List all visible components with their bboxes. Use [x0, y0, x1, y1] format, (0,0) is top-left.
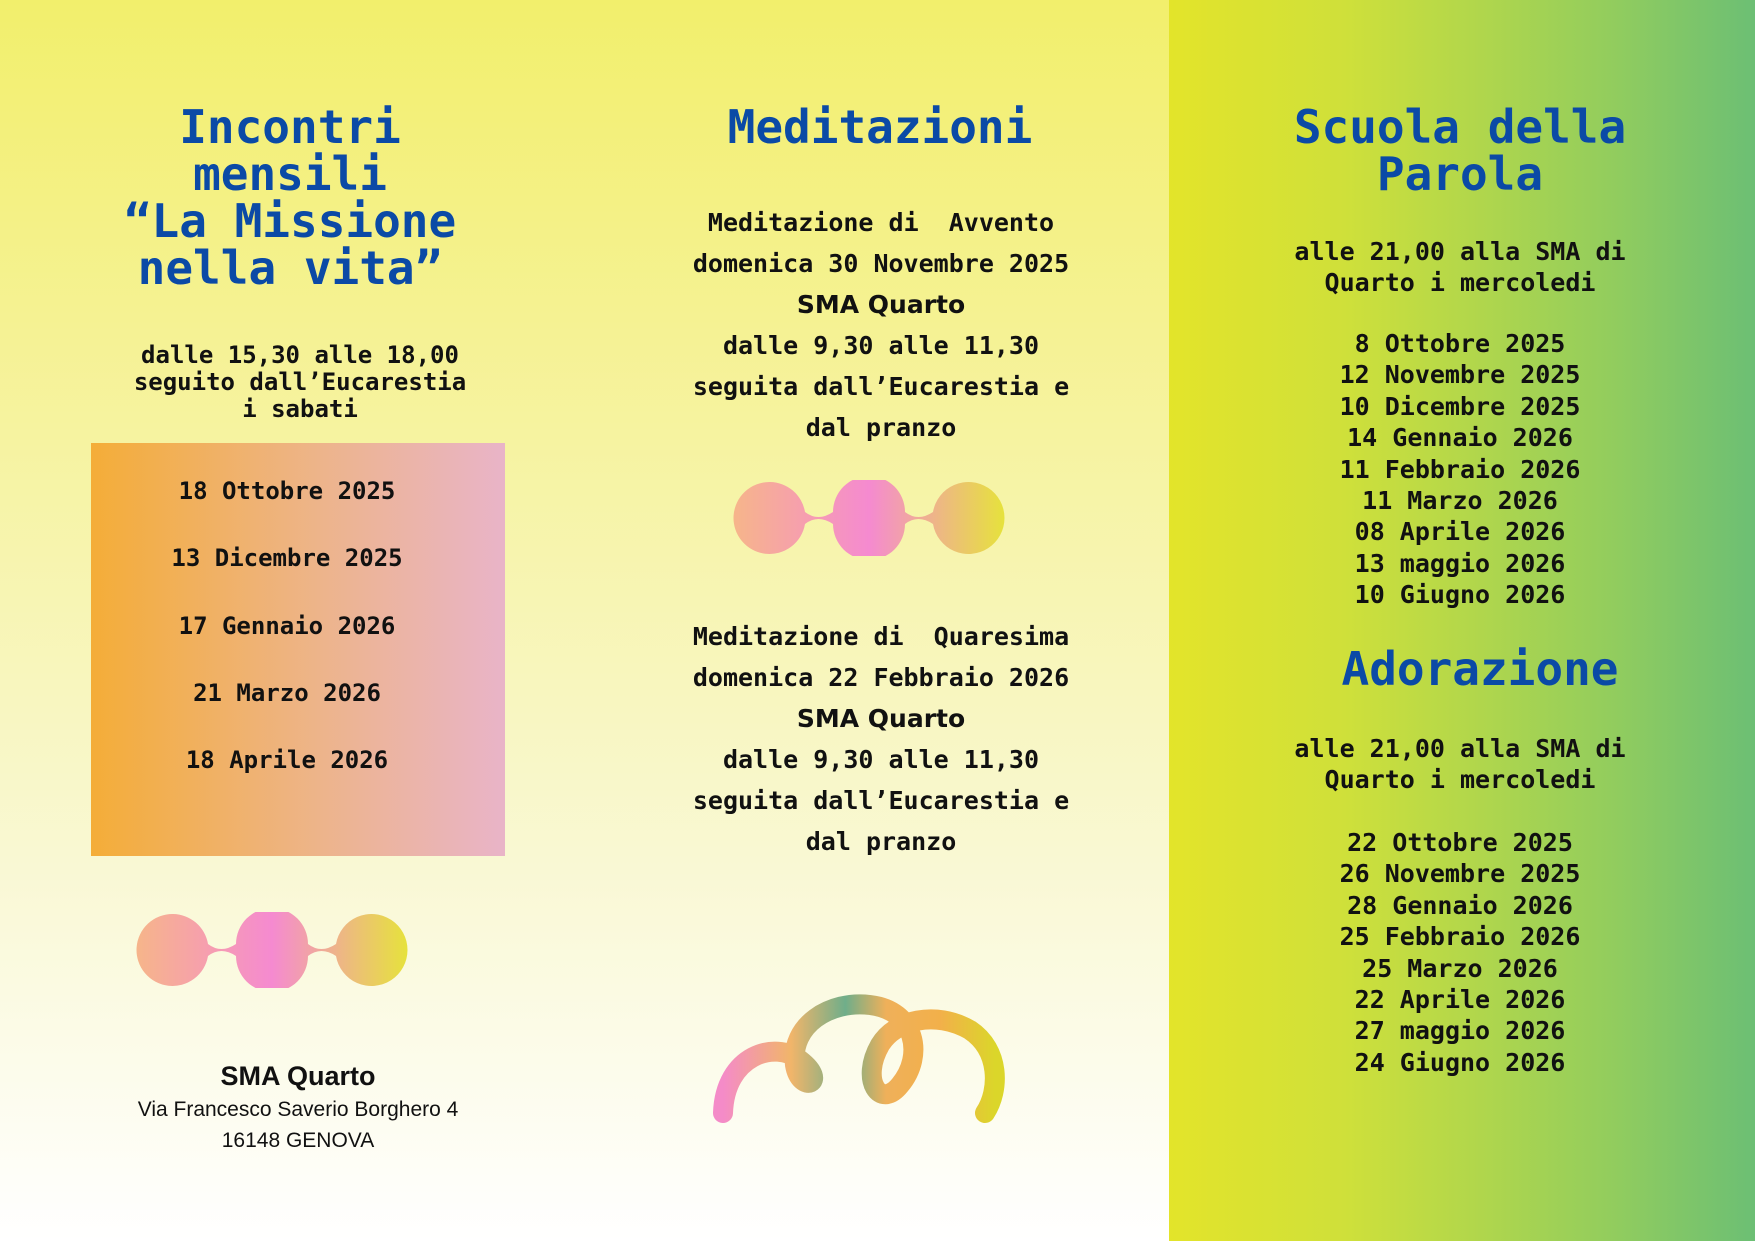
incontri-title-line: “La Missione	[123, 194, 457, 248]
incontri-date: 18 Ottobre 2025	[178, 477, 396, 505]
adorazione-date: 28 Gennaio 2026	[1347, 890, 1573, 920]
quaresima-line: dal pranzo	[805, 827, 957, 856]
quaresima-line: Meditazione di Quaresima	[692, 622, 1070, 651]
adorazione-date: 22 Ottobre 2025	[1347, 828, 1573, 857]
intro-line: seguito dall’Eucarestia	[133, 368, 467, 396]
avvento-line: dal pranzo	[805, 413, 957, 442]
address-name: SMA Quarto	[220, 1061, 376, 1091]
intro-line: dalle 15,30 alle 18,00	[141, 341, 459, 369]
incontri-intro	[100, 342, 500, 423]
scuola-date-list	[1260, 328, 1660, 611]
adorazione-date: 22 Aprile 2026	[1354, 985, 1566, 1015]
adorazione-info-line: Quarto i mercoledi	[1324, 765, 1596, 794]
incontri-date: 17 Gennaio 2026	[178, 612, 396, 640]
avvento-line: domenica 30 Novembre 2025	[692, 249, 1070, 278]
adorazione-title: Adorazione	[1341, 642, 1619, 696]
adorazione-info-line: alle 21,00 alla SMA di	[1294, 734, 1626, 763]
address-block	[100, 1058, 496, 1156]
adorazione-date: 27 maggio 2026	[1354, 1016, 1566, 1046]
adorazione-info	[1260, 733, 1660, 795]
scuola-date: 11 Febbraio 2026	[1339, 454, 1581, 484]
swirl-ribbon-icon	[700, 985, 1050, 1135]
quaresima-block	[676, 616, 1086, 862]
scuola-date: 10 Dicembre 2025	[1339, 391, 1581, 421]
scuola-info-line: alle 21,00 alla SMA di	[1294, 237, 1626, 266]
scuola-date: 12 Novembre 2025	[1339, 360, 1581, 390]
address-street: Via Francesco Saverio Borghero 4	[137, 1098, 459, 1121]
intro-line: i sabati	[242, 395, 358, 423]
scuola-date: 14 Gennaio 2026	[1347, 423, 1573, 453]
adorazione-date: 25 Marzo 2026	[1362, 953, 1558, 983]
quaresima-line: seguita dall’Eucarestia e	[692, 786, 1070, 815]
adorazione-date: 24 Giugno 2026	[1354, 1047, 1566, 1077]
meditazioni-title: Meditazioni	[727, 100, 1033, 154]
three-blobs-icon	[136, 912, 426, 988]
incontri-title-line: Incontri	[179, 100, 401, 154]
incontri-date: 21 Marzo 2026	[193, 679, 381, 707]
adorazione-date-list	[1260, 827, 1660, 1078]
scuola-date: 8 Ottobre 2025	[1354, 329, 1566, 358]
three-blobs-icon	[733, 480, 1023, 556]
scuola-info	[1260, 236, 1660, 298]
avvento-block	[676, 202, 1086, 448]
avvento-line: Meditazione di Avvento	[707, 208, 1055, 237]
quaresima-line: SMA Quarto	[796, 704, 966, 733]
incontri-date: 13 Dicembre 2025	[171, 544, 403, 572]
scuola-title-line: Parola	[1376, 147, 1544, 201]
avvento-line: SMA Quarto	[796, 290, 966, 319]
scuola-date: 13 maggio 2026	[1354, 548, 1566, 578]
avvento-line: seguita dall’Eucarestia e	[692, 372, 1070, 401]
adorazione-date: 26 Novembre 2025	[1339, 859, 1581, 889]
quaresima-line: dalle 9,30 alle 11,30	[722, 745, 1040, 774]
scuola-title	[1250, 100, 1670, 201]
adorazione-date: 25 Febbraio 2026	[1339, 922, 1581, 952]
address-city: 16148 GENOVA	[221, 1129, 375, 1152]
incontri-title	[100, 100, 480, 295]
incontri-title-line: mensili	[193, 147, 387, 201]
quaresima-line: domenica 22 Febbraio 2026	[692, 663, 1070, 692]
scuola-title-line: Scuola della	[1293, 100, 1627, 154]
avvento-line: dalle 9,30 alle 11,30	[722, 331, 1040, 360]
scuola-date: 08 Aprile 2026	[1354, 517, 1566, 547]
incontri-date: 18 Aprile 2026	[185, 746, 389, 774]
scuola-date: 10 Giugno 2026	[1354, 580, 1566, 610]
incontri-date-box	[91, 443, 505, 856]
scuola-info-line: Quarto i mercoledi	[1324, 268, 1596, 297]
incontri-title-line: nella vita”	[137, 241, 443, 295]
scuola-date: 11 Marzo 2026	[1362, 486, 1558, 516]
